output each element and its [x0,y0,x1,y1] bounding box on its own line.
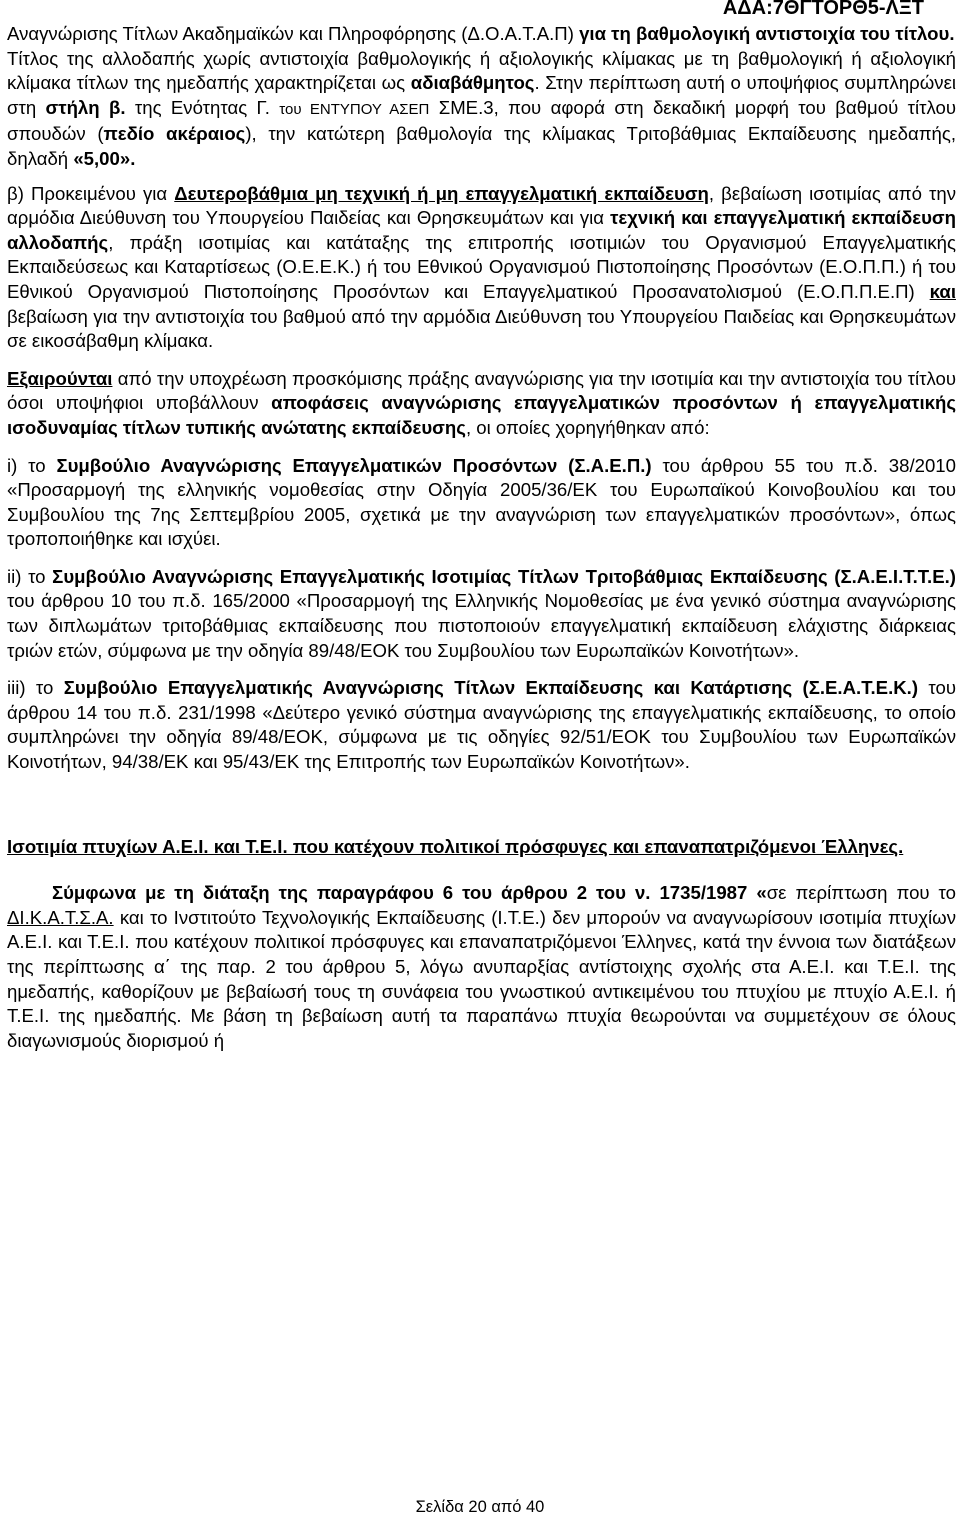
text-span: Τίτλος της αλλοδαπής χωρίς αντιστοιχία βαθμολογικής ή αξιολογικής κλίμακας με τη βαθμολογική ή αξιολογική κλίμακα τίτλων της ημεδαπής χαρακτηρίζεται ως [7,47,956,94]
text-span: του άρθρου 14 του π.δ. 231/1998 «Δεύτερο γενικό σύστημα αναγνώρισης της επαγγελματικής εκπαίδευσης, το οποίο συμπληρώνει την οδηγία 89/48/ΕΟΚ, σύμφωνα με τις οδηγίες 92/51/ΕΟΚ του Συμβουλίου των Ευρωπαϊκών Κοινοτήτων, 94/38/ΕΚ και 95/43/ΕΚ της Επιτροπής των Ευρωπαϊκών Κοινοτήτων». [7,677,956,773]
paragraph-unclassified-title [7,47,956,172]
text-span: από την υποχρέωση προσκόμισης πράξης αναγνώρισης για την ισοτιμία και την αντιστοιχία του τίτλου όσοι υποψήφιοι υποβάλλουν [7,367,956,414]
text-span: β) Προκειμένου για [7,182,168,204]
text-span: Αναγνώρισης Τίτλων Ακαδημαϊκών και Πληροφόρησης (Δ.Ο.Α.Τ.Α.Π) [7,23,574,44]
ada-code: ΑΔΑ:7ΘΓΤΟΡΘ5-ΛΞΤ [722,0,924,19]
bold-span: αδιαβάθμητος [410,72,535,94]
text-span: i) το [7,454,46,476]
bold-underline-span: και [929,280,956,302]
bold-underline-span: Δευτεροβάθμια μη τεχνική ή μη επαγγελματική εκπαίδευση [174,182,709,204]
bold-span: «5,00». [73,147,136,169]
bold-underline-span: Ισοτιμία πτυχίων Α.Ε.Ι. και Τ.Ε.Ι. που κατέχουν πολιτικοί πρόσφυγες και επαναπατριζόμενοι Έλληνες. [7,835,904,857]
list-item-iii [7,676,956,774]
document-page [7,0,956,1053]
bold-span: στήλη β. [45,96,126,118]
list-item-ii [7,565,956,663]
text-span: της Ενότητας Γ. [134,96,270,118]
paragraph-doatap [7,22,956,47]
text-span: του άρθρου 10 του π.δ. 165/2000 «Προσαρμογή της Ελληνικής Νομοθεσίας με ένα γενικό σύστημα αναγνώρισης των διπλωμάτων τριτοβάθμιας εκπαίδευσης που πιστοποιούν επαγγελματική εκπαίδευση ελάχιστης διάρκειας τριών ετών, σύμφωνα με την οδηγία 89/48/ΕΟΚ του Συμβουλίου των Ευρωπαϊκών Κοινοτήτων». [7,590,956,661]
bold-underline-span: Εξαιρούνται [7,367,113,389]
bold-span: Συμβούλιο Επαγγελματικής Αναγνώρισης Τίτλων Εκπαίδευσης και Κατάρτισης (Σ.Ε.Α.Τ.Ε.Κ.) [63,677,919,699]
paragraph-refugees [7,881,956,1053]
text-span: , πράξη ισοτιμίας και κατάταξης της επιτροπής ισοτιμιών του Οργανισμού Επαγγελματικής Εκπαιδεύσεως και Καταρτίσεως (Ο.Ε.Ε.Κ.) ή του Εθνικού Οργανισμού Πιστοποίησης Προσόντων (Ε.Ο.Π.Π.) ή του Εθνικού Οργανισμού Πιστοποίησης Προσόντων και Επαγγελματικού Προσανατολισμού (Ε.Ο.Π.Π.Ε.Π) [7,231,956,302]
bold-span: αποφάσεις αναγνώρισης επαγγελματικών προσόντων ή επαγγελματικής ισοδυναμίας τίτλων τυπικής ανώτατης εκπαίδευσης [7,392,957,438]
text-span: σε περίπτωση που το [766,882,956,904]
bold-span: Συμβούλιο Αναγνώρισης Επαγγελματικής Ισοτιμίας Τίτλων Τριτοβάθμιας Εκπαίδευσης (Σ.Α.Ε.Ι.Τ.Τ.Ε.) [52,565,956,587]
bold-span: Συμβούλιο Αναγνώρισης Επαγγελματικών Προσόντων (Σ.Α.Ε.Π.) [56,454,652,476]
text-span: , οι οποίες χορηγήθηκαν από: [465,416,710,438]
text-span: του άρθρου 55 του π.δ. 38/2010 «Προσαρμογή της ελληνικής νομοθεσίας στην Οδηγία 2005/36/ΕΚ του Ευρωπαϊκού Κοινοβουλίου και του Συμβουλίου της 7ης Σεπτεμβρίου 2005, σχετικά με την αναγνώριση των επαγγελματικών προσόντων», όπως τροποποιήθηκε και ισχύει. [7,454,956,550]
bold-span: πεδίο ακέραιος [103,123,246,145]
bold-span: τεχνική και επαγγελματική εκπαίδευση αλλοδαπής [7,207,956,253]
list-item-i [7,454,956,552]
text-span: βεβαίωση για την αντιστοιχία του βαθμού από την αρμόδια Διεύθυνση του Υπουργείου Παιδείας και Θρησκευμάτων σε εικοσάβαθμη κλίμακα. [7,305,956,352]
text-span: . Στην περίπτωση αυτή ο υποψήφιος συμπληρώνει στη [7,72,956,118]
text-span: ii) το [7,565,46,587]
page-footer: Σελίδα 20 από 40 [415,1498,545,1516]
paragraph-secondary-education [7,182,956,354]
bold-span: Σύμφωνα με τη διάταξη της παραγράφου 6 του άρθρου 2 του ν. 1735/1987 « [51,882,767,904]
text-span: ΣΜΕ.3, που αφορά στη δεκαδική μορφή του βαθμού τίτλου σπουδών ( [7,96,956,145]
section-heading [7,835,956,860]
text-span: , βεβαίωση ισοτιμίας από την αρμόδια Διεύθυνση του Υπουργείου Παιδείας και Θρησκευμάτων και για [7,182,956,229]
small-caps-span: του ΕΝΤΥΠΟΥ ΑΣΕΠ [279,100,430,118]
text-span: iii) το [7,677,54,699]
bold-span: για τη βαθμολογική αντιστοιχία του τίτλου. [579,23,955,44]
paragraph-exemptions [7,367,956,441]
text-span: ), την κατώτερη βαθμολογία της κλίμακας Τριτοβάθμιας Εκπαίδευσης ημεδαπής, δηλαδή [7,123,957,169]
text-span: και το Ινστιτούτο Τεχνολογικής Εκπαίδευσης (Ι.Τ.Ε.) δεν μπορούν να αναγνωρίσουν ισοτιμία πτυχίων Α.Ε.Ι. και Τ.Ε.Ι. που κατέχουν πολιτικοί πρόσφυγες και επαναπατριζόμενοι Έλληνες, κατά την έννοια των διατάξεων της περίπτωσης α΄ της παρ. 2 του άρθρου 5, λόγω ανυπαρξίας αντίστοιχης σχολής στα Α.Ε.Ι. και Τ.Ε.Ι. της ημεδαπής, καθορίζουν με βεβαίωσή τους τη συνάφεια του γνωστικού αντικειμένου του πτυχίου με πτυχίο Α.Ε.Ι. ή Τ.Ε.Ι. της ημεδαπής. Με βάση τη βεβαίωση αυτή τα παραπάνω πτυχία θεωρούνται να συμμετέχουν σε όλους διαγωνισμούς διορισμού ή [7,906,956,1051]
underline-span: ΔΙ.Κ.Α.Τ.Σ.Α. [7,906,114,928]
